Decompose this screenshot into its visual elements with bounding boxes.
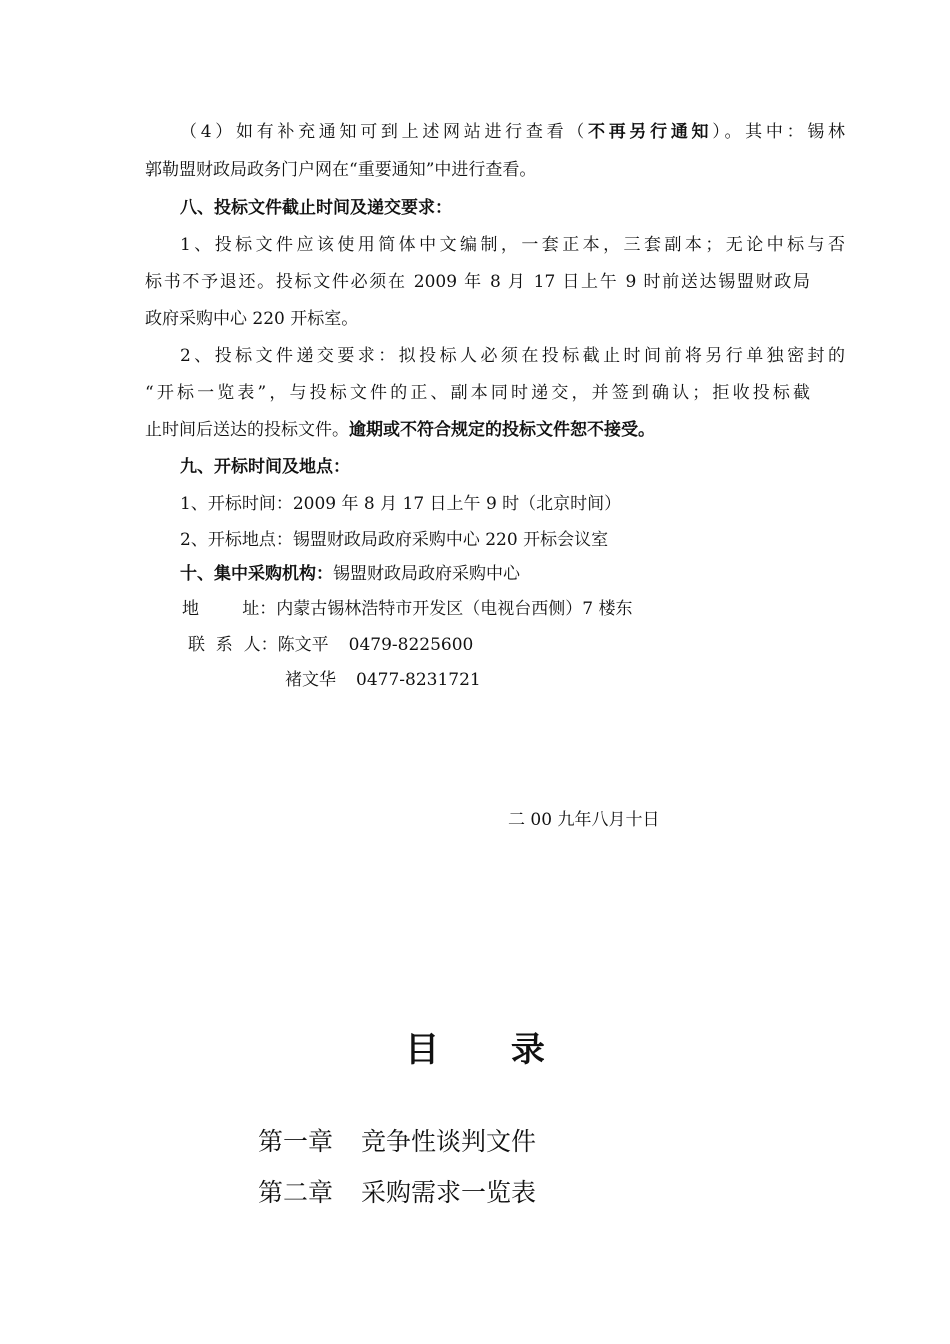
toc-item <box>258 1126 536 1158</box>
section8-heading: 八、投标文件截止时间及递交要求： <box>180 198 452 218</box>
section8-p2-line1: 2、投标文件递交要求：拟投标人必须在投标截止时间前将另行单独密封的 <box>180 346 845 366</box>
section9-heading: 九、开标时间及地点： <box>180 457 350 477</box>
section10-heading: 十、集中采购机构： <box>180 564 333 584</box>
toc-chapter: 第二章 <box>258 1178 334 1207</box>
section9-item2: 2、开标地点：锡盟财政局政府采购中心 220 开标会议室 <box>180 530 609 550</box>
section8-p2-line2: “开标一览表”，与投标文件的正、副本同时递交，并签到确认；拒收投标截 <box>145 383 810 403</box>
contact-phone: 0477-8231721 <box>356 670 481 690</box>
contact-label: 联 系 人： <box>188 635 278 655</box>
text-span: 止时间后送达的投标文件。 <box>145 420 349 440</box>
contact-line-2 <box>285 668 950 692</box>
toc-chapter-name: 采购需求一览表 <box>361 1178 537 1207</box>
address-value: 内蒙古锡林浩特市开发区（电视台西侧）7 楼东 <box>276 599 633 619</box>
section10-heading-line <box>180 562 845 586</box>
contact-name: 褚文华 <box>285 670 336 690</box>
toc-title: 目 录 <box>405 1030 575 1070</box>
address-line <box>182 597 847 621</box>
toc-chapter-name: 竞争性谈判文件 <box>361 1127 537 1156</box>
toc-item <box>258 1177 536 1209</box>
text-span: （4）如有补充通知可到上述网站进行查看（ <box>180 122 588 142</box>
bold-warning: 逾期或不符合规定的投标文件恕不接受。 <box>349 420 655 440</box>
document-date: 二 00 九年八月十日 <box>508 810 660 830</box>
section8-p1-line2: 标书不予退还。投标文件必须在 2009 年 8 月 17 日上午 9 时前送达锡盟财政局 <box>145 272 810 292</box>
contact-phone: 0479-8225600 <box>348 635 474 655</box>
section7-item4-line2: 郭勒盟财政局政务门户网在“重要通知”中进行查看。 <box>145 160 537 180</box>
section9-item1: 1、开标时间：2009 年 8 月 17 日上午 9 时（北京时间） <box>180 494 622 514</box>
agency-name: 锡盟财政局政府采购中心 <box>333 564 520 584</box>
text-span: ）。其中：锡林 <box>712 122 846 142</box>
toc-chapter: 第一章 <box>258 1127 334 1156</box>
section8-p1-line1: 1、投标文件应该使用简体中文编制，一套正本，三套副本；无论中标与否 <box>180 235 845 255</box>
bold-notice: 不再另行通知 <box>588 122 713 142</box>
section8-p2-line3 <box>145 418 810 442</box>
contact-name: 陈文平 <box>277 635 329 655</box>
section8-p1-line3: 政府采购中心 220 开标室。 <box>145 309 359 329</box>
contact-line-1 <box>188 633 853 657</box>
section7-item4-line1 <box>180 120 845 144</box>
address-label: 地 址： <box>182 599 277 619</box>
